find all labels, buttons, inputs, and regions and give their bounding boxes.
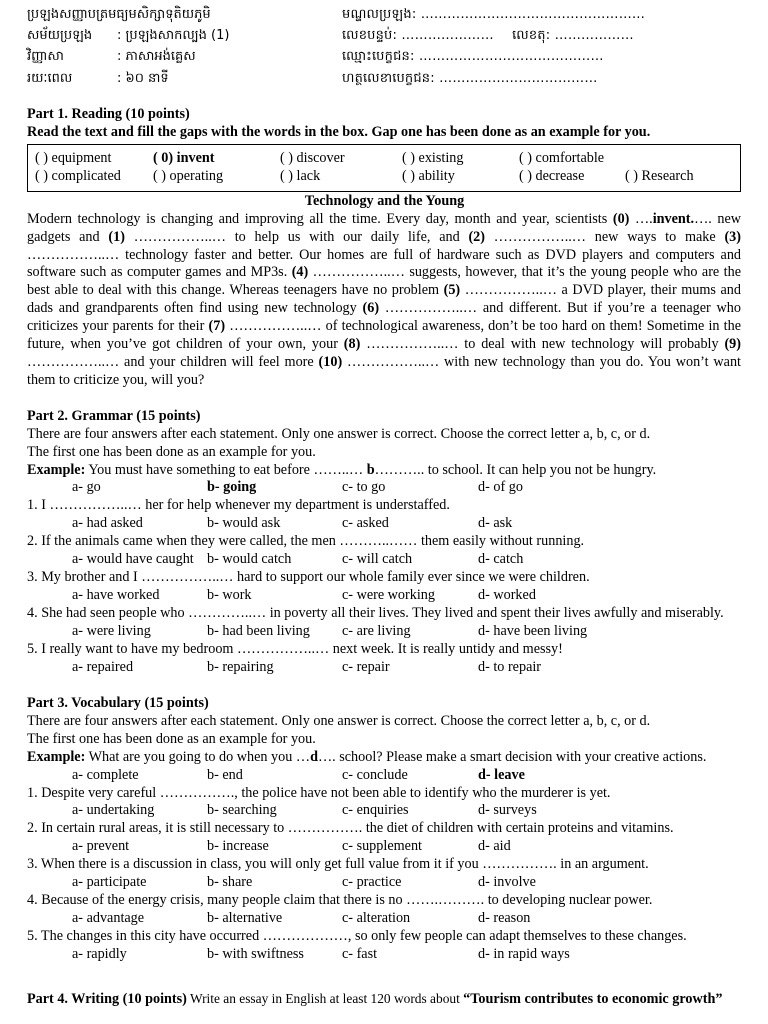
grammar-question-4: 4. She had seen people who …………..… in poverty all their lives. They lived and spent their lives awfully and miserably. <box>27 605 724 622</box>
part4-title: Part 4. Writing (10 points) <box>27 991 187 1008</box>
choice-c[interactable]: c- practice <box>342 874 402 891</box>
gap-10-number: (10) <box>318 353 343 370</box>
vocab-question-1-choices <box>27 802 742 820</box>
part2-questions <box>27 497 742 677</box>
gap-4-number: (4) <box>291 264 309 281</box>
subject-row: វិញ្ញាសា : ភាសាអង់គ្លេស <box>27 49 196 64</box>
gap-4[interactable]: ……………..… suggests, however, that it’s the young people who are the best able to deal with this change. Whereas teenagers have no problem <box>27 264 741 299</box>
exam-header <box>27 6 742 94</box>
grammar-question-1-choices <box>27 515 742 533</box>
grammar-question-3-choices <box>27 587 742 605</box>
part3-example-choices <box>27 767 742 785</box>
choice-c[interactable]: c- repair <box>342 658 390 675</box>
choice-b[interactable]: b- would ask <box>207 515 281 532</box>
gap-9[interactable]: ……………..… and your children will feel more <box>27 353 319 370</box>
word-option-comfortable[interactable]: ( ) comfortable <box>519 149 605 166</box>
exam-center-field: មណ្ឌលប្រឡង: …………………………………………… <box>342 7 646 22</box>
word-option-existing[interactable]: ( ) existing <box>402 149 464 166</box>
gap-5-number: (5) <box>443 282 461 299</box>
choice-a[interactable]: a- rapidly <box>72 946 127 963</box>
choice-a[interactable]: a- were living <box>72 623 151 640</box>
grammar-question-4-choices <box>27 623 742 641</box>
choice-c: c- to go <box>342 479 386 496</box>
duration-row: រយៈពេល : ៦០ នាទី <box>27 71 169 86</box>
choice-d[interactable]: d- worked <box>478 587 536 604</box>
exam-page <box>27 6 742 1009</box>
gap-0-number: (0) <box>612 210 630 227</box>
part4-writing <box>27 990 742 1009</box>
choice-d[interactable]: d- reason <box>478 910 531 927</box>
vocab-question-5: 5. The changes in this city have occurred ………………, so only few people can adapt themselves to these changes. <box>27 928 687 945</box>
grammar-question-5-choices <box>27 659 742 677</box>
choice-c[interactable]: c- alteration <box>342 910 411 927</box>
choice-c[interactable]: c- supplement <box>342 838 422 855</box>
choice-d[interactable]: d- in rapid ways <box>478 946 570 963</box>
room-seat-field: លេខបន្ទប់: ………………… លេខតុ: ……………… <box>342 28 634 43</box>
candidate-name-field: ឈ្មោះបេក្ខជន: …………………………………… <box>342 49 604 64</box>
gap-2[interactable]: ……………..… new ways to make <box>485 228 725 245</box>
choice-c: c- conclude <box>342 766 408 783</box>
choice-a[interactable]: a- prevent <box>72 838 130 855</box>
gap-0-answer: invent. <box>652 210 695 227</box>
part4-topic: “Tourism contributes to economic growth” <box>463 991 723 1008</box>
grammar-question-5: 5. I really want to have my bedroom ……………..… next week. It is really untidy and messy! <box>27 641 563 658</box>
vocab-question-2: 2. In certain rural areas, it is still necessary to ……………. the diet of children with certain proteins and vitamins. <box>27 820 674 837</box>
vocab-question-3: 3. When there is a discussion in class, you will only get full value from it if you ……………. in an argument. <box>27 856 649 873</box>
choice-b: b- end <box>207 766 243 783</box>
gap-2-number: (2) <box>468 228 485 245</box>
word-option-decrease[interactable]: ( ) decrease <box>519 167 585 184</box>
word-option-ability[interactable]: ( ) ability <box>402 167 455 184</box>
choice-a[interactable]: a- would have caught <box>72 551 194 568</box>
gap-5[interactable]: ……………..… a DVD player, their mums and dads and grandparents often find using new technology <box>27 282 741 317</box>
part2-example-choices <box>27 479 742 497</box>
part2-instruction-1: There are four answers after each statement. Only one answer is correct. Choose the correct letter a, b, c, or d. <box>27 425 651 442</box>
gap-8-number: (8) <box>343 336 361 353</box>
gap-7[interactable]: ……………..… of technological awareness, don’t be too hard on them! Sometime in the future, when you’ve got children of your own, your <box>27 318 742 353</box>
choice-d[interactable]: d- surveys <box>478 802 537 819</box>
vocab-question-3-choices <box>27 874 742 892</box>
gap-1-number: (1) <box>108 228 125 245</box>
choice-a[interactable]: a- advantage <box>72 910 145 927</box>
choice-d[interactable]: d- have been living <box>478 623 588 640</box>
word-option-discover[interactable]: ( ) discover <box>280 149 345 166</box>
grammar-question-2-choices <box>27 551 742 569</box>
choice-a[interactable]: a- have worked <box>72 587 160 604</box>
choice-a[interactable]: a- repaired <box>72 658 134 675</box>
part3-instruction-2: The first one has been done as an example for you. <box>27 730 316 747</box>
part3-example: Example: What are you going to do when you …d…. school? Please make a smart decision with your creative actions. <box>27 748 707 765</box>
passage-title: Technology and the Young <box>304 192 465 209</box>
choice-a[interactable]: a- had asked <box>72 515 143 532</box>
choice-d[interactable]: d- catch <box>478 551 524 568</box>
choice-a[interactable]: a- undertaking <box>72 802 155 819</box>
part4-instruction: Write an essay in English at least 120 words about <box>186 991 464 1007</box>
choice-d[interactable]: d- ask <box>478 515 513 532</box>
choice-a[interactable]: a- participate <box>72 874 147 891</box>
grammar-question-2: 2. If the animals came when they were called, the men ………..…… them easily without running. <box>27 533 585 550</box>
grammar-question-3: 3. My brother and I ……………..… hard to support our whole family ever since we were children. <box>27 569 590 586</box>
choice-c[interactable]: c- were working <box>342 587 435 604</box>
part2-example: Example: You must have something to eat before ……..… b……….. to school. It can help you not be hungry. <box>27 461 657 478</box>
gap-9-number: (9) <box>724 336 741 353</box>
part2-instruction-2: The first one has been done as an example for you. <box>27 443 316 460</box>
vocab-question-4: 4. Because of the energy crisis, many people claim that there is no …….………. to developing nuclear power. <box>27 892 653 909</box>
part3-questions <box>27 785 742 965</box>
choice-b: b- going <box>207 479 257 496</box>
gap-8[interactable]: ……………..… to deal with new technology will probably <box>360 336 725 353</box>
word-option-operating[interactable]: ( ) operating <box>153 167 224 184</box>
word-option-invent[interactable]: ( 0) invent <box>153 149 215 166</box>
choice-d[interactable]: d- to repair <box>478 658 542 675</box>
part1-instruction: Read the text and fill the gaps with the words in the box. Gap one has been done as an example for you. <box>27 123 651 140</box>
word-option-lack[interactable]: ( ) lack <box>280 167 321 184</box>
word-option-research[interactable]: ( ) Research <box>625 167 694 184</box>
choice-a: a- complete <box>72 766 139 783</box>
vocab-question-2-choices <box>27 838 742 856</box>
part1-title: Part 1. Reading (10 points) <box>27 106 190 122</box>
word-option-complicated[interactable]: ( ) complicated <box>35 167 121 184</box>
choice-b[interactable]: b- alternative <box>207 910 283 927</box>
gap-3[interactable]: ……………..… technology faster and better. Our homes are full of hardware such as DVD players and computers and software such as computer games and MP3s. <box>27 246 741 281</box>
choice-b[interactable]: b- had been living <box>207 623 310 640</box>
choice-c[interactable]: c- are living <box>342 623 411 640</box>
choice-c[interactable]: c- asked <box>342 515 389 532</box>
choice-b[interactable]: b- repairing <box>207 658 274 675</box>
part3-instruction-1: There are four answers after each statement. Only one answer is correct. Choose the correct letter a, b, c, or d. <box>27 712 651 729</box>
choice-b[interactable]: b- work <box>207 587 252 604</box>
grammar-question-1: 1. I ……………..… her for help whenever my department is understaffed. <box>27 497 450 514</box>
candidate-signature-field: ហត្ថលេខាបេក្ខជន: ……………………………… <box>342 71 598 86</box>
part2-title: Part 2. Grammar (15 points) <box>27 407 201 424</box>
choice-d[interactable]: d- aid <box>478 838 511 855</box>
choice-a: a- go <box>72 479 101 496</box>
gap-7-number: (7) <box>208 318 226 335</box>
choice-c[interactable]: c- enquiries <box>342 802 409 819</box>
exam-name: ប្រឡងសញ្ញាបត្រមធ្យមសិក្សាទុតិយភូមិ <box>27 7 211 22</box>
gap-6[interactable]: ……………..… and different. But if you’re a teenager who criticizes your parents for their <box>27 300 741 335</box>
gap-10[interactable]: ……………..… with new technology than you do. You won’t want them to criticize you, will you? <box>27 353 741 388</box>
word-box <box>27 144 741 192</box>
part3-title: Part 3. Vocabulary (15 points) <box>27 694 209 711</box>
word-option-equipment[interactable]: ( ) equipment <box>35 149 112 166</box>
choice-c[interactable]: c- fast <box>342 946 378 963</box>
session-row: សម័យប្រឡង : ប្រឡងសាកល្បង (1) <box>27 28 230 43</box>
choice-b[interactable]: b- searching <box>207 802 277 819</box>
choice-b[interactable]: b- increase <box>207 838 269 855</box>
gap-1[interactable]: ……………..… to help us with our daily life, and <box>124 228 469 245</box>
gap-6-number: (6) <box>362 300 380 317</box>
vocab-question-5-choices <box>27 946 742 964</box>
choice-c[interactable]: c- will catch <box>342 551 413 568</box>
vocab-question-4-choices <box>27 910 742 928</box>
choice-d[interactable]: d- involve <box>478 874 536 891</box>
choice-d: d- of go <box>478 479 523 496</box>
choice-b[interactable]: b- share <box>207 874 253 891</box>
choice-d: d- leave <box>478 766 525 783</box>
choice-b[interactable]: b- with swiftness <box>207 946 304 963</box>
choice-b[interactable]: b- would catch <box>207 551 292 568</box>
gap-3-number: (3) <box>724 228 741 245</box>
reading-passage: Modern technology is changing and improving all the time. Every day, month and year, scientists (0) ….invent.…. new gadgets and (1) ……………..… to help us with our daily life, and (2) ……………..… new ways to make (3) ……………..… technology faster and better. Our homes are full of hardware such as DVD players and computers and software such as computer games and MP3s. (4) ……………..… suggests, however, that it’s the young people who are the best able to deal with this change. Whereas teenagers have no problem (5) ……………..… a DVD player, their mums and dads and grandparents often find using new technology (6) ……………..… and different. But if you’re a teenager who criticizes your parents for their (7) ……………..… of technological awareness, don’t be too hard on them! Sometime in the future, when you’ve got children of your own, your (8) ……………..… to deal with new technology will probably (9) ……………..… and your children will feel more (10) ……………..… with new technology than you do. You won’t want them to criticize you, will you? <box>27 210 742 388</box>
vocab-question-1: 1. Despite very careful ……………., the police have not been able to identify who the murderer is yet. <box>27 784 611 801</box>
